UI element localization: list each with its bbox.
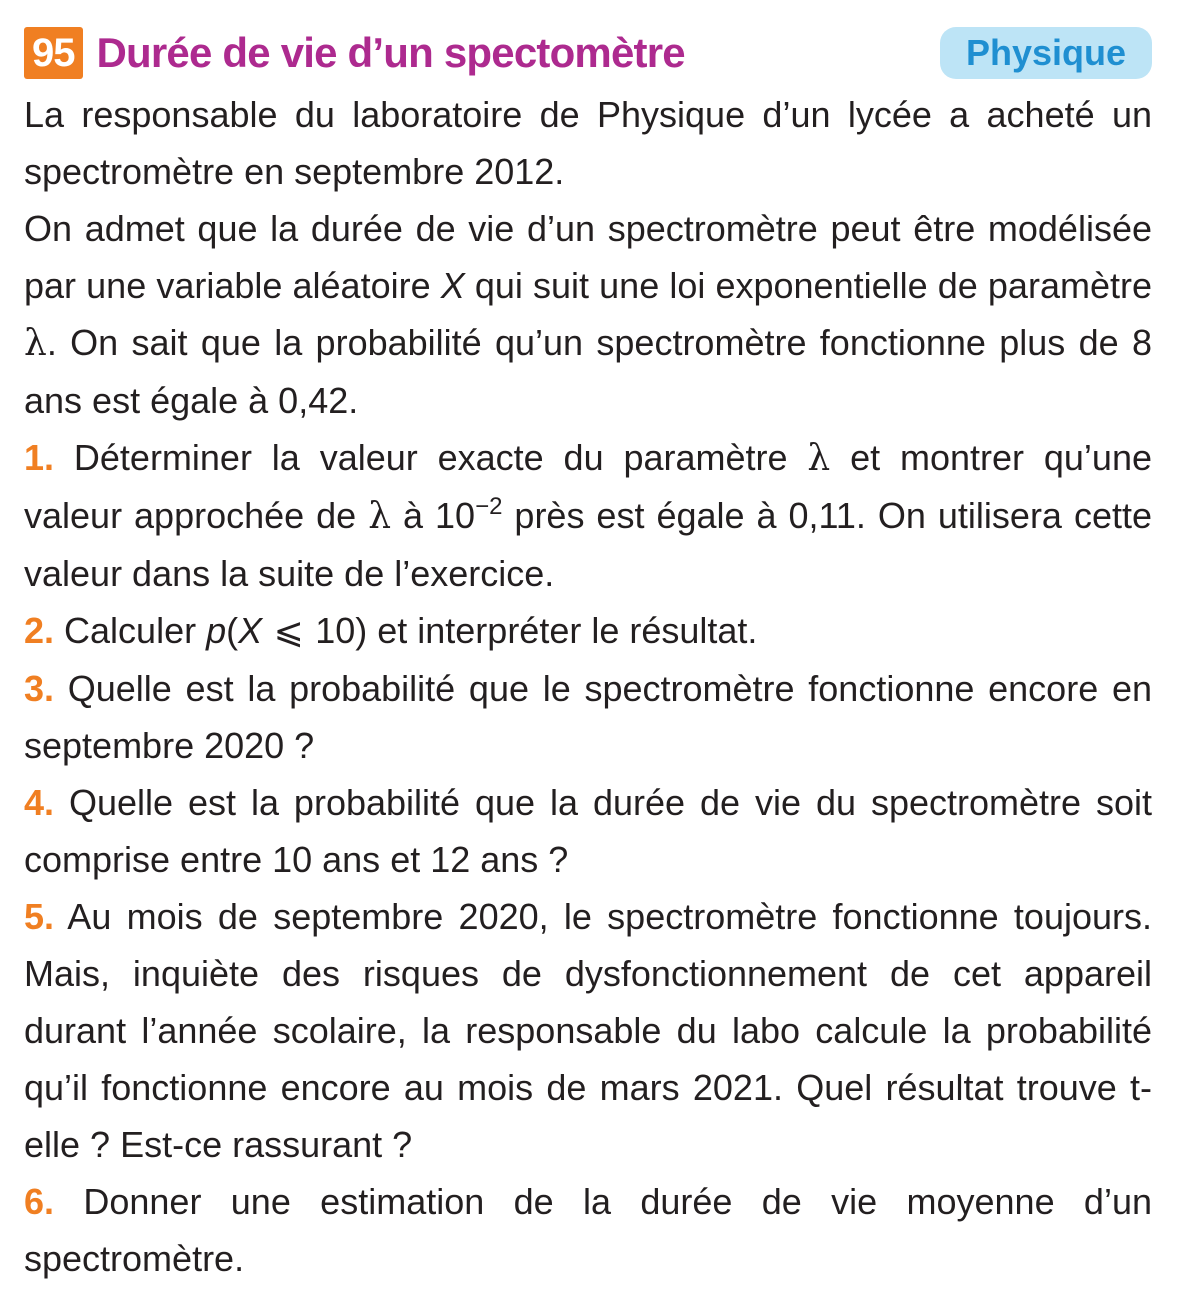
intro-text-a: On admet que la durée de vie d’un spectromètre peut être modélisée par une variable aléatoire [24, 208, 1152, 306]
question-2-text-a: Calculer [54, 610, 207, 651]
lambda-symbol: λ [368, 496, 392, 537]
question-4-number: 4. [24, 782, 55, 823]
expression-rest: 10) [315, 610, 368, 651]
subject-tag: Physique [940, 27, 1152, 79]
exercise-number-badge: 95 [24, 27, 83, 79]
intro-paragraph-1: La responsable du laboratoire de Physique d’un lycée a acheté un spectromètre en septembre 2012. [24, 94, 1152, 192]
variable-x: X [238, 610, 263, 651]
question-2-text-b: et interpréter le résultat. [367, 610, 758, 651]
question-6-text: Donner une estimation de la durée de vie moyenne d’un spectromètre. [24, 1181, 1152, 1279]
question-1-text-d: près est égale à 0,11. On utilisera cette valeur dans la suite de l’exercice. [24, 495, 1152, 594]
question-6 [24, 1173, 1152, 1287]
lambda-symbol: λ [807, 438, 831, 479]
intro-text-c: . On sait que la probabilité qu’un spectromètre fonctionne plus de 8 ans est égale à 0,42. [24, 322, 1152, 421]
question-4-text: Quelle est la probabilité que la durée de vie du spectromètre soit comprise entre 10 ans et 12 ans ? [24, 782, 1152, 880]
question-5-text: Au mois de septembre 2020, le spectromètre fonctionne toujours. Mais, inquiète des risques de dysfonctionnement de cet appareil durant l’année scolaire, la responsable du labo calcule la probabilité qu’il fonctionne encore au mois de mars 2021. Quel résultat trouve t-elle ? Est-ce rassurant ? [24, 896, 1152, 1165]
question-1-number: 1. [24, 437, 55, 478]
question-1 [24, 429, 1152, 602]
intro-text-b: qui suit une loi exponentielle de paramètre [464, 265, 1152, 306]
lambda-symbol: λ [24, 323, 47, 364]
question-3-text: Quelle est la probabilité que le spectromètre fonctionne encore en septembre 2020 ? [24, 668, 1152, 766]
exponent: −2 [475, 493, 503, 520]
question-2 [24, 602, 1152, 660]
question-4 [24, 774, 1152, 888]
exercise-page [24, 22, 1152, 1287]
question-1-text-a: Déterminer la valeur exacte du paramètre [54, 437, 808, 478]
question-1-text-c: à 10 [391, 495, 476, 536]
intro-paragraph-2 [24, 200, 1152, 429]
question-3 [24, 660, 1152, 774]
probability-p: p [206, 610, 227, 651]
exercise-header [24, 22, 1152, 84]
question-6-number: 6. [24, 1181, 55, 1222]
question-2-number: 2. [24, 610, 55, 651]
paren-open: ( [226, 610, 239, 651]
question-5-number: 5. [24, 896, 55, 937]
variable-x: X [440, 265, 465, 306]
leq-symbol: ⩽ [262, 611, 316, 652]
question-1-text-b: et montrer qu’une valeur approchée de [24, 437, 1152, 536]
question-5 [24, 888, 1152, 1173]
exercise-title: Durée de vie d’un spectomètre [96, 29, 685, 76]
question-3-number: 3. [24, 668, 55, 709]
exercise-body [24, 86, 1152, 1287]
